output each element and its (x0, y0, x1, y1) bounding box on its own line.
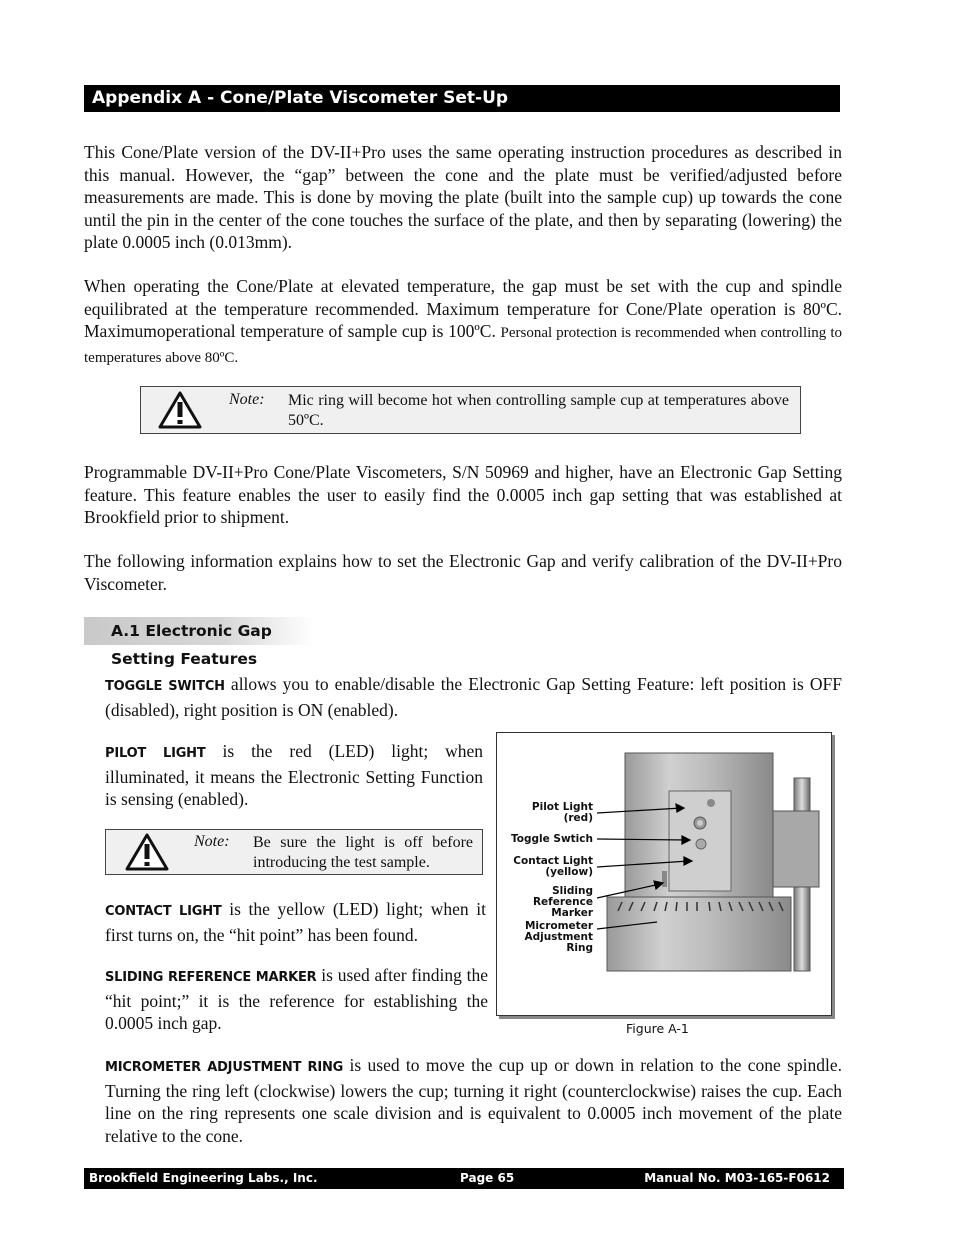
footer-manual-number: Manual No. M03-165-F0612 (644, 1171, 830, 1185)
note-text: Be sure the light is off before introducing the test sample. (253, 834, 473, 871)
appendix-title: Appendix A - Cone/Plate Viscometer Set-Up (92, 88, 509, 108)
footer-page-number: Page 65 (460, 1171, 515, 1185)
note-box-light-off (105, 829, 483, 875)
label-contact-light (513, 856, 593, 878)
label-line: Adjustment Ring (524, 931, 593, 954)
warning-icon (158, 391, 202, 429)
personal-protection-text: Personal protection is recommended when controlling to temperatures above 80ºC. (84, 325, 842, 366)
toggle-switch-text: allows you to enable/disable the Electronic Gap Setting Feature: left position is OFF (disabled), right position is ON (enabled). (105, 674, 842, 720)
appendix-header (84, 85, 840, 112)
electronic-gap-paragraph: Programmable DV-II+Pro Cone/Plate Viscometers, S/N 50969 and higher, have an Electronic Gap Setting feature. This feature enables the user to easily find the 0.0005 inch gap setting that was established at Brookfield prior to shipment. (84, 462, 842, 527)
section-header (84, 617, 314, 668)
contact-light-text: is the yellow (LED) light; when it first turns on, the “hit point” has been found. (105, 899, 487, 945)
figure-a1 (496, 732, 832, 1016)
following-info-paragraph: The following information explains how to set the Electronic Gap and verify calibration of the DV-II+Pro Viscometer. (84, 551, 842, 594)
label-line: (red) (563, 812, 593, 824)
intro-paragraph: This Cone/Plate version of the DV-II+Pro uses the same operating instruction procedures as described in this manual. However, the “gap” between the cone and the plate must be verified/adjusted before measurements are made. This is done by moving the plate (built into the sample cup) up towards the cone until the pin in the center of the cone touches the surface of the plate, and then by separating (lowering) the plate 0.0005 inch (0.013mm). (84, 142, 842, 252)
label-line: (yellow) (545, 866, 593, 878)
contact-light-term: CONTACT LIGHT (105, 904, 222, 919)
toggle-switch-description (105, 673, 842, 721)
toggle-switch-term: TOGGLE SWITCH (105, 679, 225, 694)
contact-light-description (105, 898, 486, 946)
sliding-marker-term: SLIDING REFERENCE MARKER (105, 970, 317, 985)
label-line: Sliding Reference (532, 885, 593, 908)
footer-company: Brookfield Engineering Labs., Inc. (89, 1171, 318, 1185)
pilot-light-term: PILOT LIGHT (105, 746, 206, 761)
label-sliding-marker (497, 886, 593, 919)
micrometer-ring-description (105, 1054, 842, 1147)
note-label: Note: (194, 833, 230, 850)
note-text: Mic ring will become hot when controlling sample cup at temperatures above 50ºC. (288, 392, 789, 429)
micrometer-ring-text: is used to move the cup up or down in relation to the cone spindle. Turning the ring left (clockwise) lowers the cup; turning it right (counterclockwise) raises the cup. Each line on the ring represents one scale division and is equivalent to 0.0005 inch movement of the plate relative to the cone. (105, 1055, 842, 1146)
label-pilot-light (532, 802, 593, 824)
label-micrometer-ring (497, 921, 593, 954)
section-title: A.1 Electronic Gap Setting Features (111, 622, 272, 668)
label-line: Marker (551, 907, 593, 919)
label-toggle-switch (511, 834, 593, 845)
pilot-light-description (105, 740, 483, 811)
note-label: Note: (229, 391, 265, 408)
sliding-marker-description (105, 964, 488, 1035)
micrometer-ring-term: MICROMETER ADJUSTMENT RING (105, 1060, 344, 1075)
label-line: Contact Light (513, 855, 593, 867)
pilot-light-text: is the red (LED) light; when illuminated, it means the Electronic Setting Function is sensing (enabled). (105, 741, 484, 809)
label-line: Pilot Light (531, 801, 593, 813)
figure-caption: Figure A-1 (626, 1021, 689, 1036)
page-footer (84, 1168, 844, 1189)
label-line: Micrometer (524, 920, 593, 932)
warning-icon (125, 833, 169, 871)
temperature-text: When operating the Cone/Plate at elevated temperature, the gap must be set with the cup and spindle equilibrated at the temperature recommended. Maximum temperature for Cone/Plate operation is 80ºC. Maximumoperational temperature of sample cup is 100ºC. (84, 276, 842, 341)
label-line: Toggle Swtich (511, 833, 593, 845)
sliding-marker-text: is used after finding the “hit point;” it is the reference for establishing the 0.0005 inch gap. (105, 965, 489, 1033)
temperature-paragraph (84, 275, 842, 369)
note-box-hot-ring (140, 386, 801, 434)
